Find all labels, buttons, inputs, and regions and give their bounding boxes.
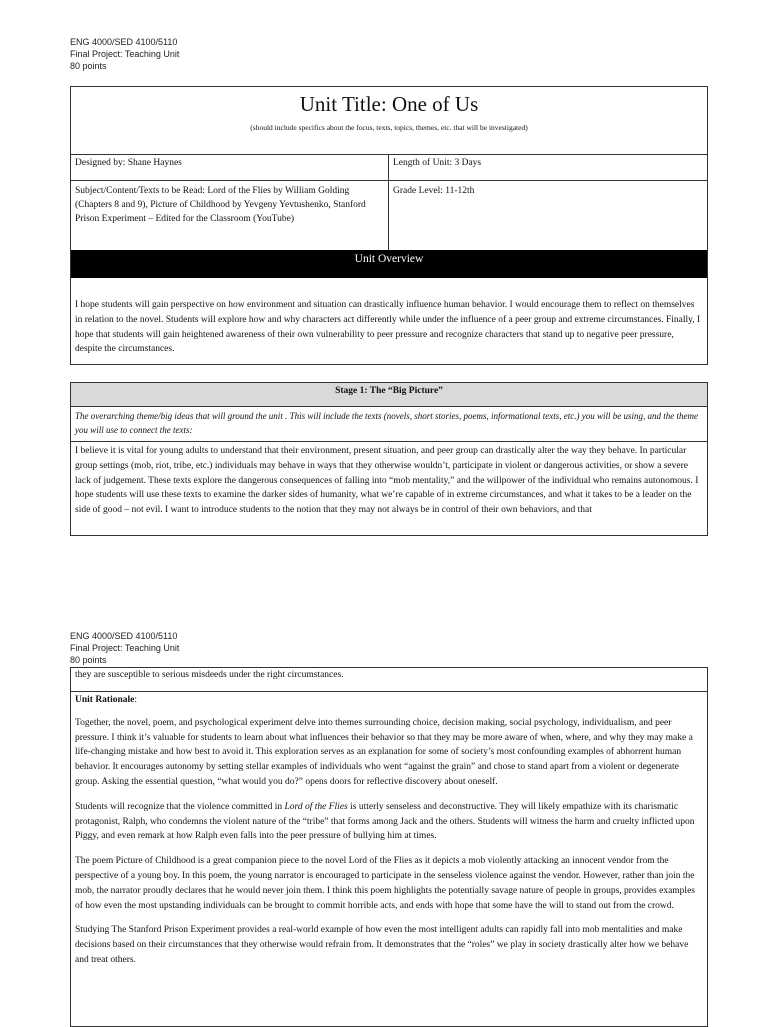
- rationale-table: [70, 667, 708, 1027]
- rationale-heading-line: [75, 693, 703, 708]
- rationale-paragraph-3: The poem Picture of Childhood is a great companion piece to the novel Lord of the Flies as it depicts a mob violently attacking an innocent vendor from the perspective of a young boy. In this poem, the young narrator is encouraged to participate in the senseless violence against the vendor. However, rather than join the mob, the narrator proudly declares that he would never join them. I think this poem highlights the potentially savage nature of people in groups, provides examples of how even the most upstanding individuals can be brought to commit horrible acts, and ends with hope that some have the will to stand out from the crowd.: [75, 856, 695, 911]
- stage1-text: I believe it is vital for young adults to understand that their environment, present situation, and peer group can drastically alter the way they behave. In particular group settings (mob, riot, tribe, etc.) individuals may behave in ways that they otherwise wouldn’t, participate in violent or dangerous activities, or show a severe lack of judgement. These texts explore the dangerous consequences of falling into “mob mentality,” and the willpower of the individual who remains autonomous. I hope students will use these texts to examine the darker sides of humanity, what we’re capable of in extreme circumstances, and what it takes to be a leader on the side of good – not evil. I want to introduce students to the notion that they may not always be in control of their own behaviors, and that: [75, 446, 699, 516]
- points: 80 points: [70, 655, 107, 665]
- course-code: ENG 4000/SED 4100/5110: [70, 631, 178, 641]
- grade-level: Grade Level: 11-12th: [393, 186, 475, 196]
- rationale-body: [71, 692, 707, 968]
- stage1-table: [70, 382, 708, 536]
- stage1-prompt: The overarching theme/big ideas that will ground the unit . This will include the texts (novels, short stories, poems, informational texts, etc.) you will be using, and the theme you will use to connect the texts:: [71, 407, 707, 442]
- designed-by: Designed by: Shane Haynes: [71, 155, 389, 180]
- rationale-paragraph-1: Together, the novel, poem, and psychological experiment delve into themes surrounding choice, decision making, social psychology, individualism, and peer pressure. I think it’s valuable for students to learn about what influences their behavior so that they may be more aware of when, where, and why they may make a life-changing mistake and how best to avoid it. This exploration serves as an explanation for some of society’s most confounding examples of abhorrent human behavior. It encourages autonomy by setting stellar examples of individuals who went “against the grain” and chose to stand apart from a violent or degenerate group. Asking the essential question, “what would you do?” opens doors for reflective discovery about oneself.: [75, 717, 693, 787]
- subject-row: [71, 180, 707, 250]
- subject-content: Subject/Content/Texts to be Read: Lord of the Flies by William Golding (Chapters 8 and 9), Picture of Childhood by Yevgeny Yevtushenko, Stanford Prison Experiment – Edited for the Classroom (YouTube): [71, 181, 389, 250]
- unit-overview-text: I hope students will gain perspective on how environment and situation can drastically influence human behavior. I would encourage them to reflect on themselves in relation to the novel. Students will explore how and why characters act differently while under the influence of a peer group and extreme circumstances. Finally, I hope that students will gain heightened awareness of their own vulnerability to peer pressure and recognize characters that stand up to negative peer pressure, despite the circumstances.: [75, 300, 701, 355]
- rationale-heading: Unit Rationale: [75, 695, 135, 705]
- unit-title: Unit Title: One of Us: [299, 92, 479, 116]
- rationale-paragraph-2: [75, 800, 703, 844]
- designer-row: [71, 154, 707, 180]
- stage1-heading: Stage 1: The “Big Picture”: [71, 383, 707, 407]
- unit-info-table: [70, 86, 708, 365]
- stage1-continuation: they are susceptible to serious misdeeds under the right circumstances.: [71, 668, 707, 692]
- page2-header: [70, 630, 179, 666]
- unit-overview-heading: Unit Overview: [71, 250, 707, 278]
- course-code: ENG 4000/SED 4100/5110: [70, 37, 178, 47]
- page1-header: [70, 36, 179, 72]
- unit-title-note: (should include specifics about the focus, texts, topics, themes, etc. that will be investigated): [250, 123, 528, 132]
- paragraph-2-intro: Students will recognize that the violence committed in: [75, 801, 285, 812]
- unit-title-cell: [71, 91, 707, 154]
- project-name: Final Project: Teaching Unit: [70, 643, 180, 653]
- rationale-heading-colon: :: [134, 695, 138, 705]
- paragraph-2-body: is utterly senseless and deconstructive. They will likely empathize with its charismatic protagonist, Ralph, who condemns the violent nature of the “tribe” that forms among Jack and the others. Students will witness the harm and cruelty inflicted upon Piggy, and even remark at how Ralph even falls into the peer pressure of bullying him at times.: [75, 801, 695, 842]
- novel-title: Lord of the Flies: [284, 801, 348, 812]
- length-of-unit: Length of Unit: 3 Days: [393, 158, 482, 168]
- project-name: Final Project: Teaching Unit: [70, 49, 180, 59]
- rationale-paragraph-4: Studying The Stanford Prison Experiment provides a real-world example of how even the most intelligent adults can rapidly fall into mob mentalities and make decisions based on their circumstances that they otherwise would refrain from. It demonstrates that the “roles” we play in society drastically alter how we behave and treat others.: [75, 925, 689, 965]
- points: 80 points: [70, 61, 107, 71]
